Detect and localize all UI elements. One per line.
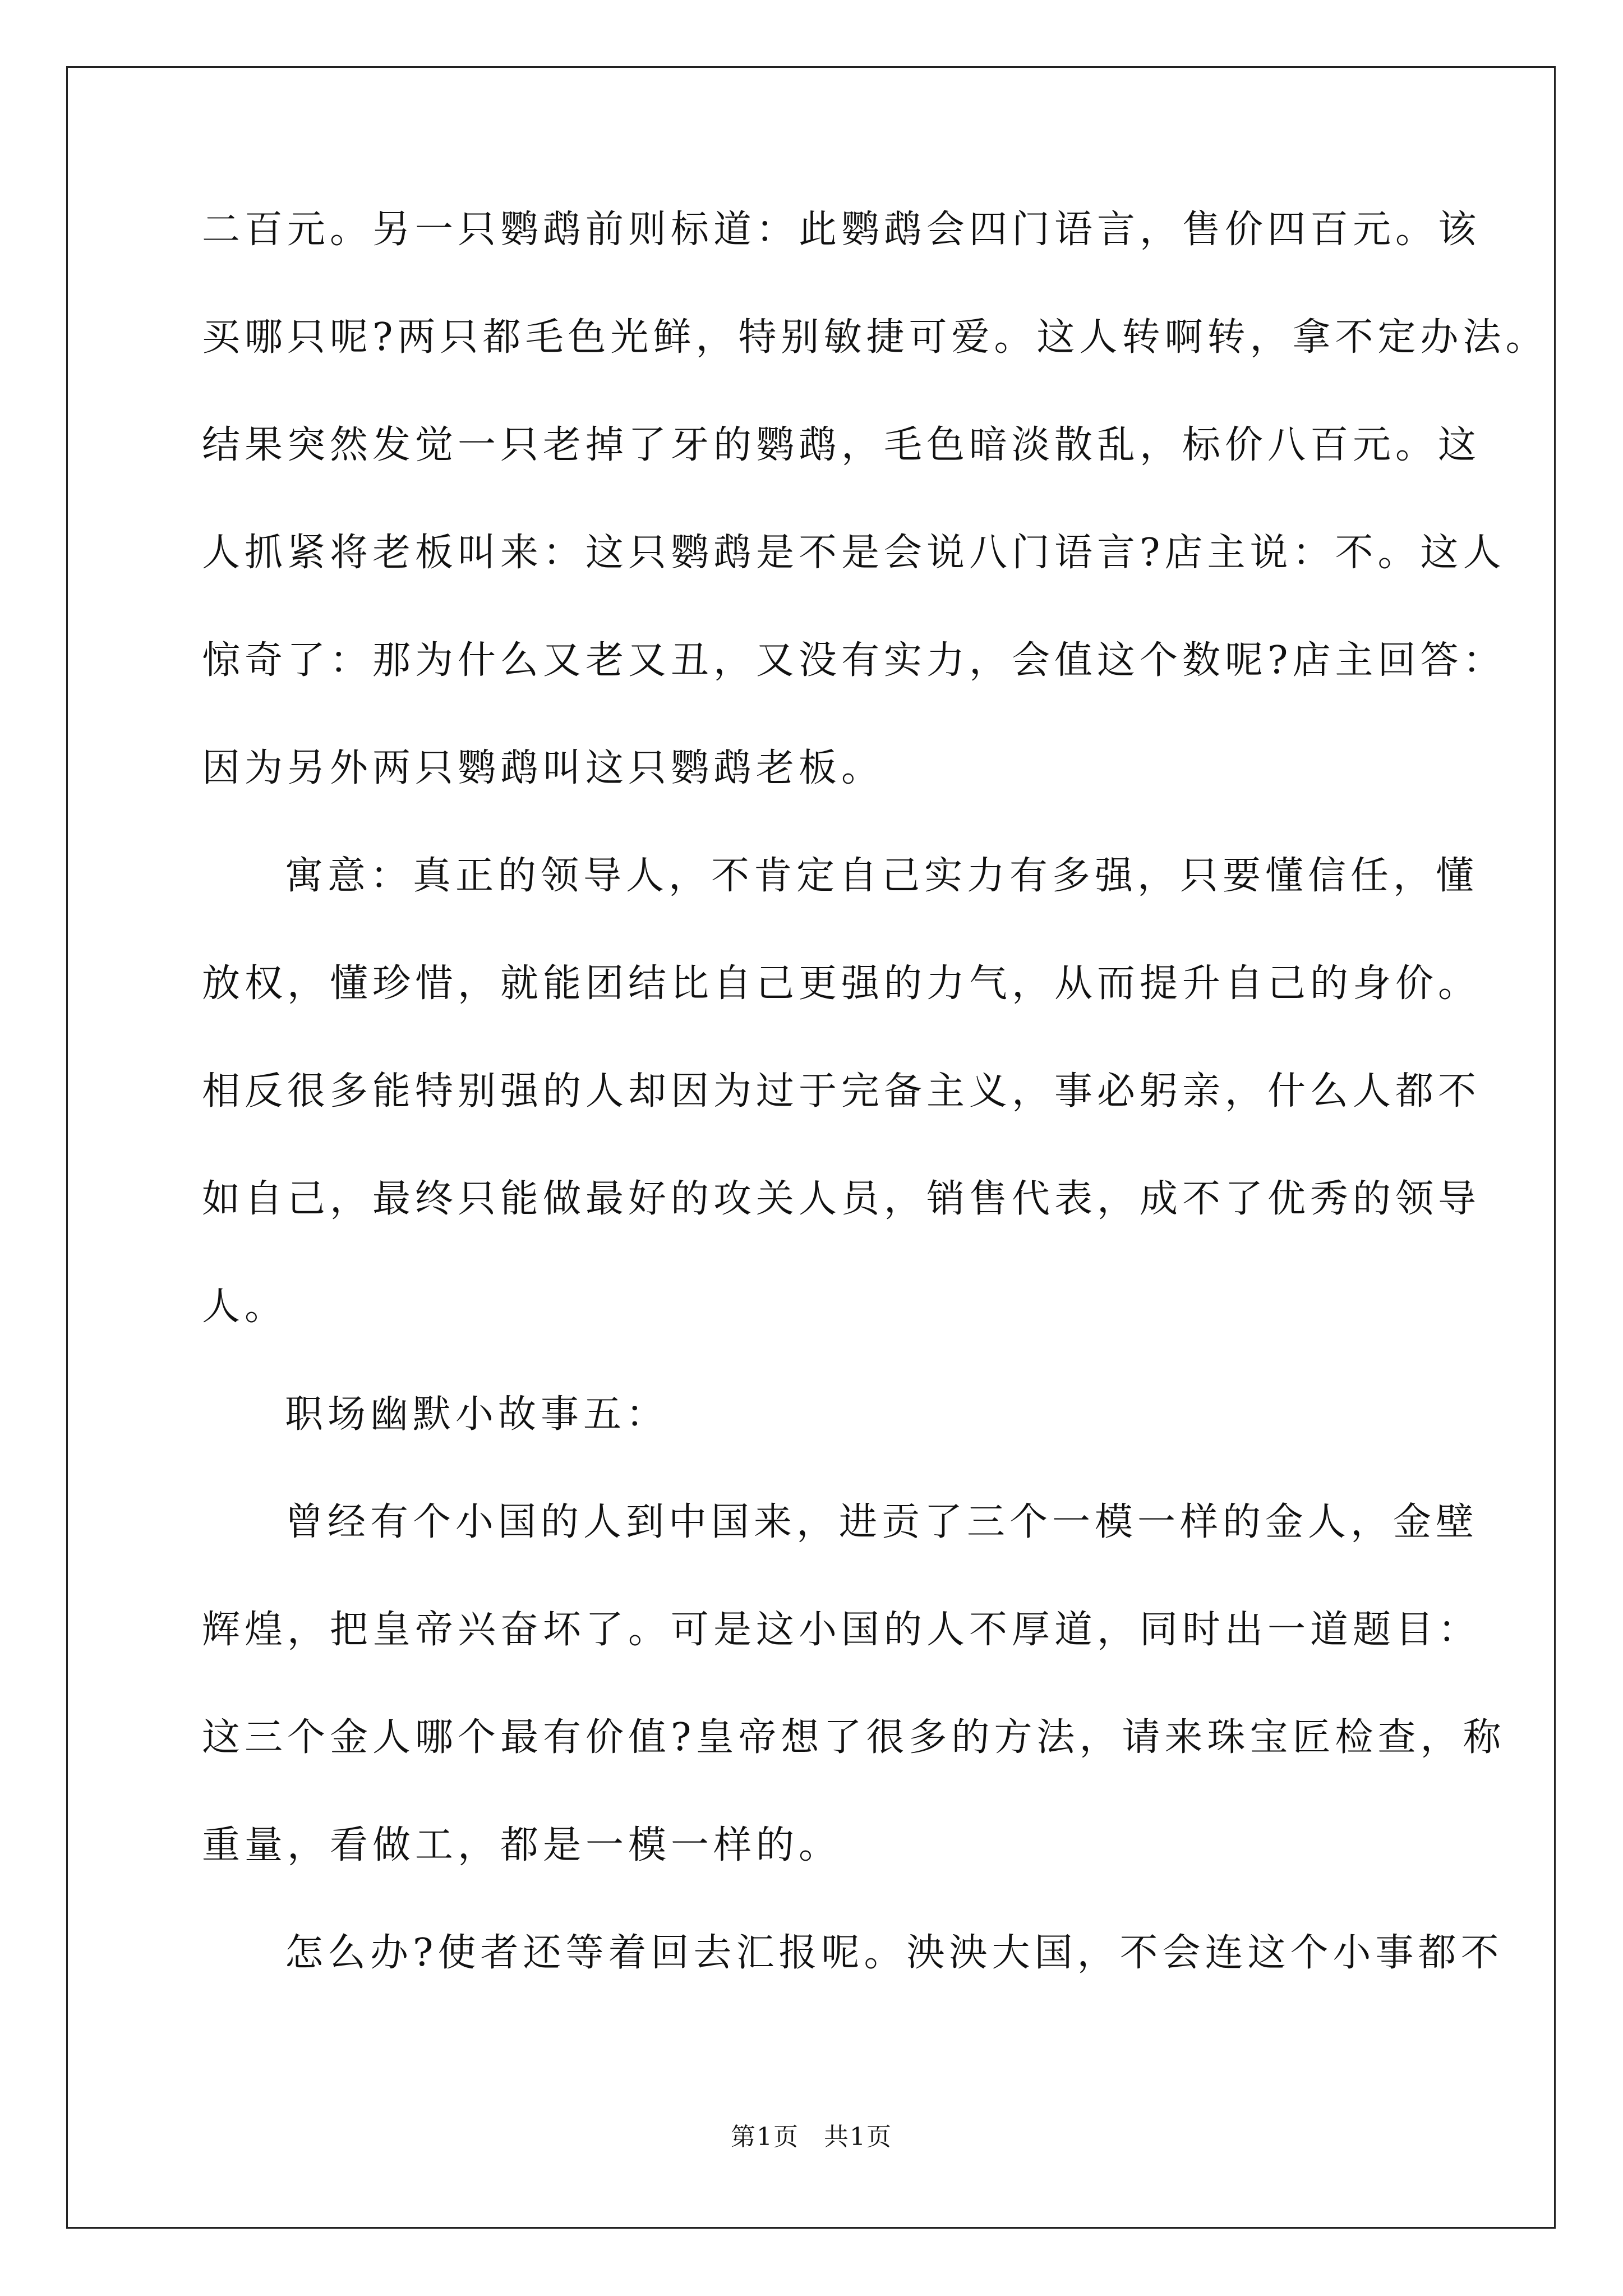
- text-line: 寓意：真正的领导人，不肯定自己实力有多强，只要懂信任，懂: [285, 854, 1479, 898]
- text-line: 结果突然发觉一只老掉了牙的鹦鹉，毛色暗淡散乱，标价八百元。这: [202, 423, 1481, 467]
- page-frame: [66, 66, 1556, 2229]
- text-line: 怎么办?使者还等着回去汇报呢。泱泱大国，不会连这个小事都不: [285, 1931, 1504, 1975]
- text-line: 如自己，最终只能做最好的攻关人员，销售代表，成不了优秀的领导: [202, 1177, 1481, 1221]
- page-number: 第1页: [731, 2123, 799, 2151]
- text-line: 买哪只呢?两只都毛色光鲜，特别敏捷可爱。这人转啊转，拿不定办法。: [202, 315, 1548, 360]
- text-line: 放权，懂珍惜，就能团结比自己更强的力气，从而提升自己的身价。: [202, 961, 1481, 1006]
- text-line: 人抓紧将老板叫来：这只鹦鹉是不是会说八门语言?店主说：不。这人: [202, 531, 1506, 575]
- page-total: 共1页: [824, 2123, 892, 2151]
- text-line: 二百元。另一只鹦鹉前则标道：此鹦鹉会四门语言，售价四百元。该: [202, 208, 1481, 252]
- text-line: 辉煌，把皇帝兴奋坏了。可是这小国的人不厚道，同时出一道题目：: [202, 1608, 1481, 1652]
- text-line: 因为另外两只鹦鹉叫这只鹦鹉老板。: [202, 746, 884, 790]
- section-heading: 职场幽默小故事五：: [285, 1392, 669, 1437]
- page-footer: [0, 2120, 1623, 2154]
- text-line: 重量，看做工，都是一模一样的。: [202, 1823, 842, 1867]
- text-line: 人。: [202, 1285, 288, 1329]
- text-line: 曾经有个小国的人到中国来，进贡了三个一模一样的金人，金壁: [285, 1500, 1479, 1544]
- text-line: 相反很多能特别强的人却因为过于完备主义，事必躬亲，什么人都不: [202, 1069, 1481, 1114]
- text-line: 这三个金人哪个最有价值?皇帝想了很多的方法，请来珠宝匠检查，称: [202, 1715, 1506, 1760]
- text-line: 惊奇了：那为什么又老又丑，又没有实力，会值这个数呢?店主回答：: [202, 638, 1506, 683]
